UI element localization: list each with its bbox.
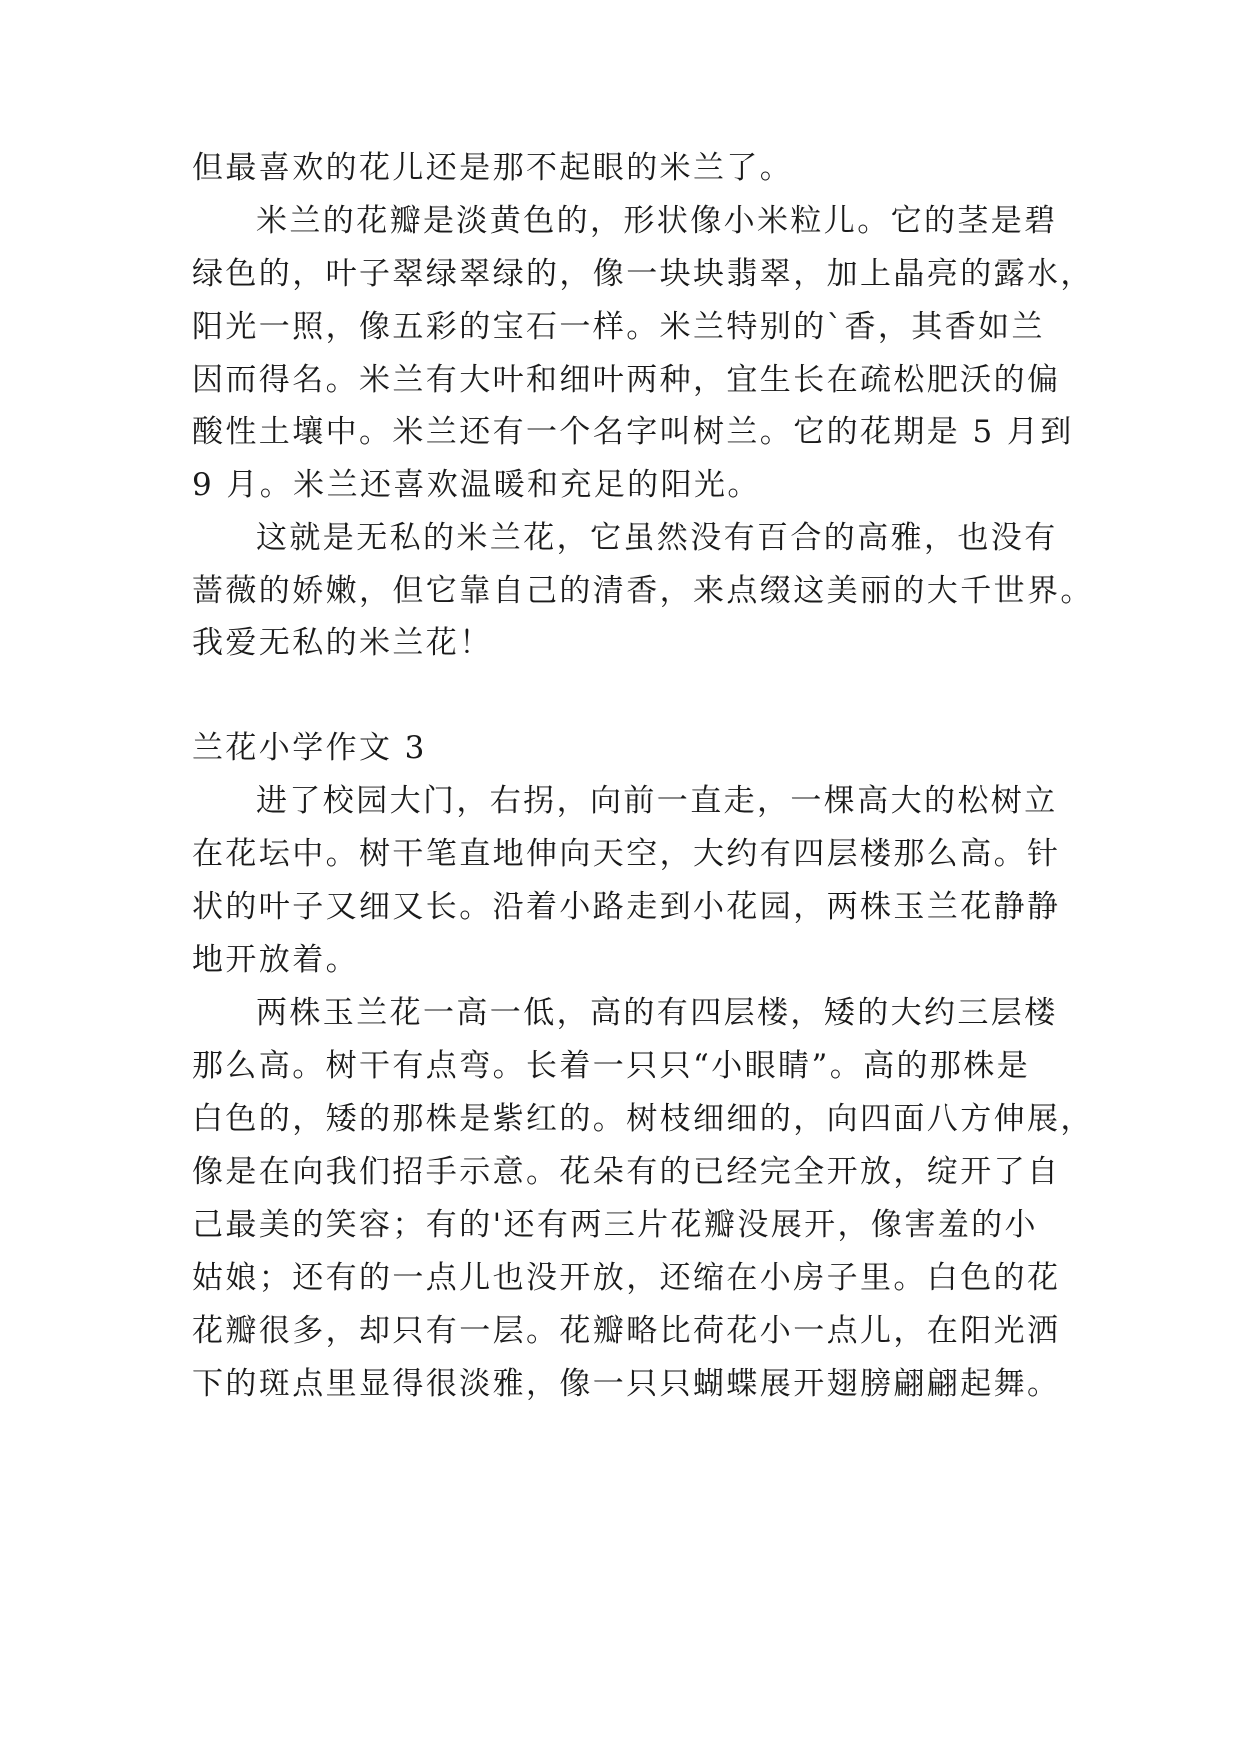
paragraph-line: 因而得名。米兰有大叶和细叶两种，宜生长在疏松肥沃的偏 <box>192 362 1061 398</box>
paragraph-line: 米兰的花瓣是淡黄色的，形状像小米粒儿。它的茎是碧 <box>256 203 1058 239</box>
paragraph-line: 酸性土壤中。米兰还有一个名字叫树兰。它的花期是 5 月到 <box>192 414 1074 450</box>
paragraph-line: 两株玉兰花一高一低，高的有四层楼，矮的大约三层楼 <box>256 995 1058 1031</box>
paragraph-line: 状的叶子又细又长。沿着小路走到小花园，两株玉兰花静静 <box>192 889 1061 925</box>
paragraph-line: 那么高。树干有点弯。长着一只只“小眼睛”。高的那株是 <box>192 1048 1031 1084</box>
paragraph-line: 姑娘；还有的一点儿也没开放，还缩在小房子里。白色的花 <box>192 1260 1061 1296</box>
paragraph-line: 我爱无私的米兰花！ <box>192 625 493 661</box>
paragraph-line: 像是在向我们招手示意。花朵有的已经完全开放，绽开了自 <box>192 1154 1061 1190</box>
paragraph-line: 绿色的，叶子翠绿翠绿的，像一块块翡翠，加上晶亮的露水， <box>192 256 1094 292</box>
paragraph-line: 在花坛中。树干笔直地伸向天空，大约有四层楼那么高。针 <box>192 836 1061 872</box>
paragraph-line: 地开放着。 <box>192 942 359 978</box>
paragraph-line: 9 月。米兰还喜欢温暖和充足的阳光。 <box>192 467 761 503</box>
paragraph-line: 但最喜欢的花儿还是那不起眼的米兰了。 <box>192 150 794 186</box>
paragraph-line: 蔷薇的娇嫩，但它靠自己的清香，来点缀这美丽的大千世界。 <box>192 573 1094 609</box>
paragraph-line: 阳光一照，像五彩的宝石一样。米兰特别的`香，其香如兰 <box>192 309 1045 345</box>
paragraph-line: 花瓣很多，却只有一层。花瓣略比荷花小一点儿，在阳光洒 <box>192 1313 1061 1349</box>
paragraph-line: 下的斑点里显得很淡雅，像一只只蝴蝶展开翅膀翩翩起舞。 <box>192 1366 1061 1402</box>
paragraph-line: 己最美的笑容；有的'还有两三片花瓣没展开，像害羞的小 <box>192 1207 1038 1243</box>
paragraph-line: 白色的，矮的那株是紫红的。树枝细细的，向四面八方伸展， <box>192 1101 1094 1137</box>
section-heading: 兰花小学作文 3 <box>192 730 427 766</box>
paragraph-line: 进了校园大门，右拐，向前一直走，一棵高大的松树立 <box>256 783 1058 819</box>
paragraph-line: 这就是无私的米兰花，它虽然没有百合的高雅，也没有 <box>256 520 1058 556</box>
